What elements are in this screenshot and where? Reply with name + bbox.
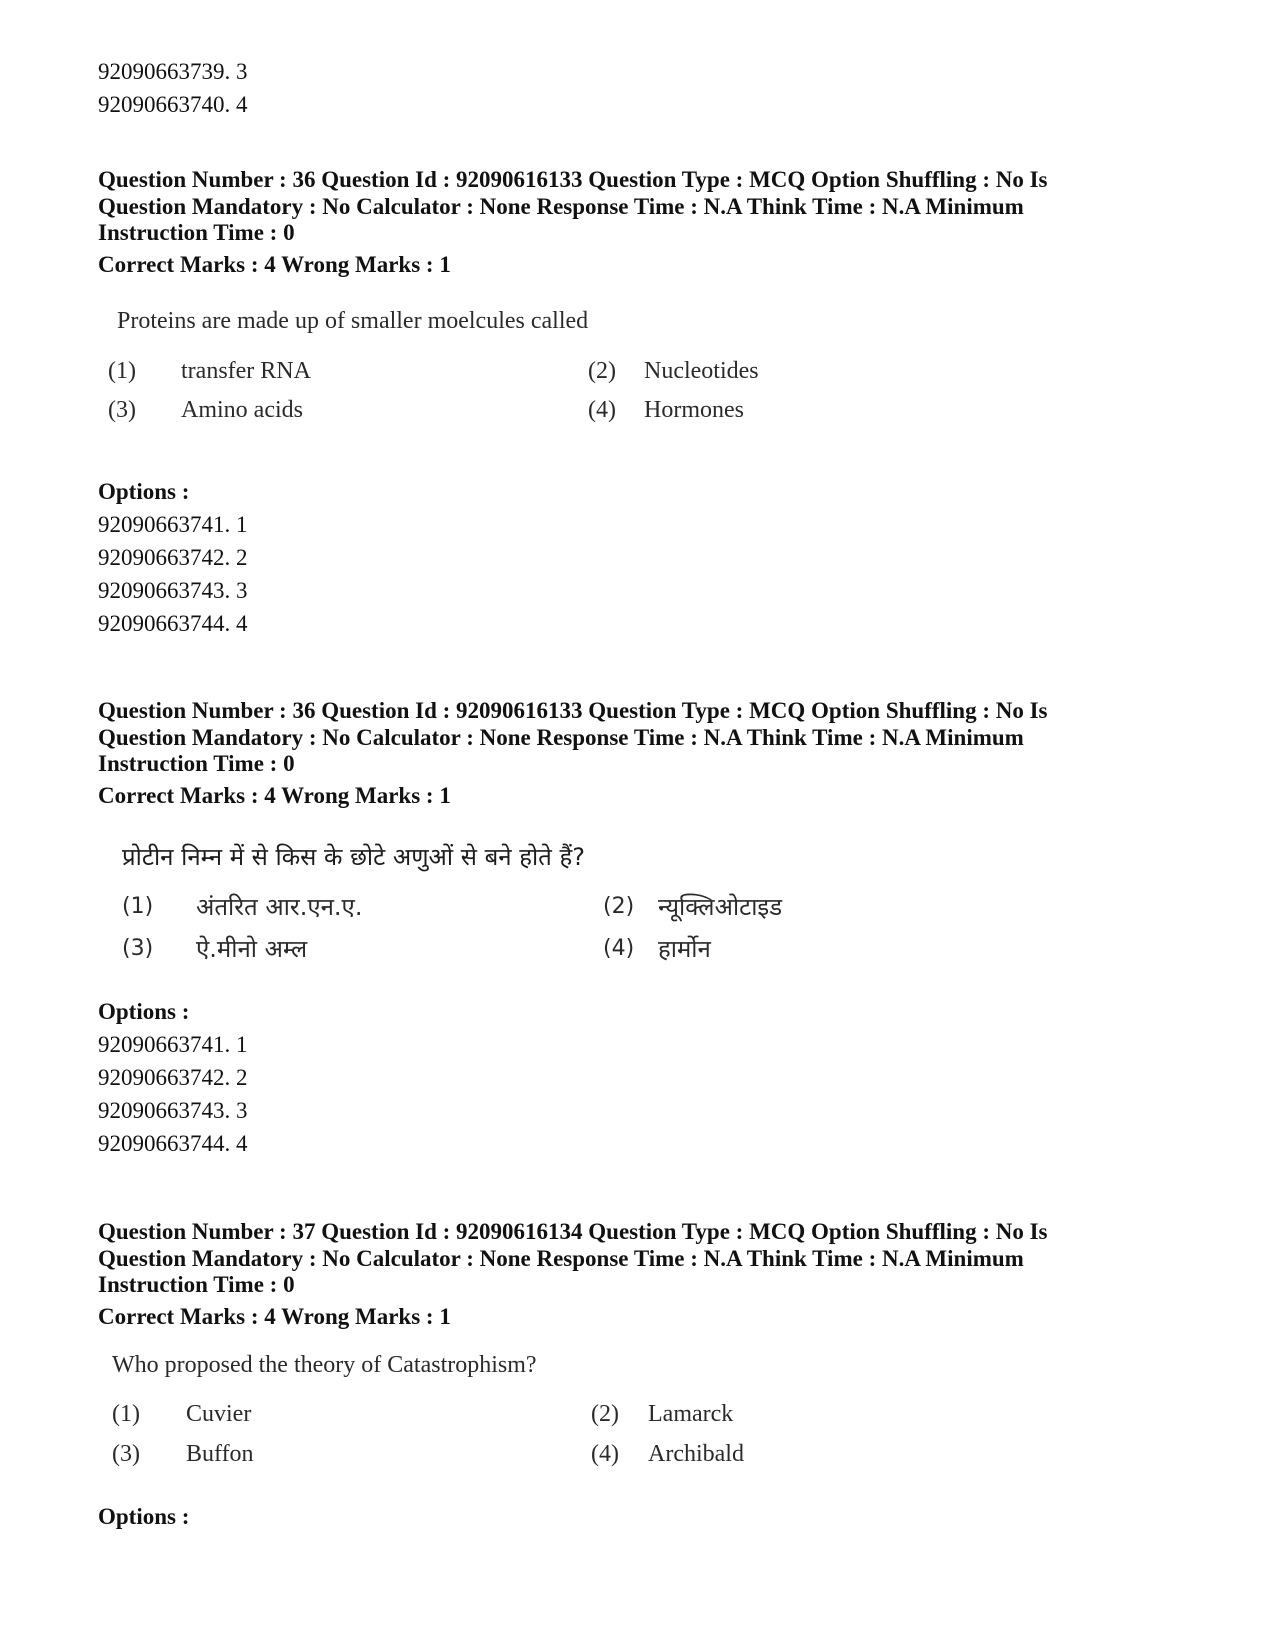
question-header-line: Instruction Time : 0 — [98, 751, 295, 776]
question-text: Who proposed the theory of Catastrophism? — [112, 1352, 537, 1378]
question-header-line: Question Number : 36 Question Id : 92090616133 Question Type : MCQ Option Shuffling : No Is — [98, 167, 1048, 192]
question-header-line: Question Mandatory : No Calculator : None Response Time : N.A Think Time : N.A Minimum — [98, 194, 1024, 219]
question-text: प्रोटीन निम्न में से किस के छोटे अणुओं से बने होते हैं? — [122, 843, 585, 871]
question-header-line: Question Number : 36 Question Id : 92090616133 Question Type : MCQ Option Shuffling : No Is — [98, 698, 1048, 723]
option-line: 92090663741. 1 — [98, 512, 248, 537]
choice-text: न्यूक्लिओटाइड — [658, 893, 783, 921]
choice-number: (1) — [122, 894, 154, 919]
question-text: Proteins are made up of smaller moelcules called — [117, 308, 589, 334]
option-line: 92090663742. 2 — [98, 1065, 248, 1090]
choice-text: Nucleotides — [644, 358, 759, 384]
choice-number: (4) — [588, 397, 616, 423]
choice-number: (1) — [112, 1401, 140, 1427]
choice-number: (3) — [122, 936, 154, 961]
choice-text: ऐ.मीनो अम्ल — [196, 935, 308, 963]
option-line: 92090663744. 4 — [98, 611, 248, 636]
question-header-line: Instruction Time : 0 — [98, 220, 295, 245]
option-line: 92090663742. 2 — [98, 545, 248, 570]
marks-line: Correct Marks : 4 Wrong Marks : 1 — [98, 252, 451, 277]
choice-number: (2) — [591, 1401, 619, 1427]
options-label: Options : — [98, 479, 190, 504]
options-label: Options : — [98, 999, 190, 1024]
option-line: 92090663743. 3 — [98, 578, 248, 603]
question-header-line: Question Mandatory : No Calculator : None Response Time : N.A Think Time : N.A Minimum — [98, 1246, 1024, 1271]
choice-number: (2) — [603, 894, 635, 919]
question-header-line: Question Mandatory : No Calculator : None Response Time : N.A Think Time : N.A Minimum — [98, 725, 1024, 750]
choice-number: (3) — [108, 397, 136, 423]
option-line: 92090663739. 3 — [98, 59, 248, 84]
choice-text: Amino acids — [181, 397, 303, 423]
options-label: Options : — [98, 1504, 190, 1529]
choice-text: Buffon — [186, 1441, 254, 1467]
option-line: 92090663743. 3 — [98, 1098, 248, 1123]
marks-line: Correct Marks : 4 Wrong Marks : 1 — [98, 1304, 451, 1329]
choice-number: (4) — [591, 1441, 619, 1467]
choice-text: Archibald — [648, 1441, 744, 1467]
choice-text: हार्मोन — [658, 935, 711, 963]
choice-text: transfer RNA — [181, 358, 311, 384]
option-line: 92090663740. 4 — [98, 92, 248, 117]
option-line: 92090663744. 4 — [98, 1131, 248, 1156]
question-header-line: Question Number : 37 Question Id : 92090616134 Question Type : MCQ Option Shuffling : No Is — [98, 1219, 1048, 1244]
choice-number: (4) — [603, 936, 635, 961]
marks-line: Correct Marks : 4 Wrong Marks : 1 — [98, 783, 451, 808]
choice-number: (2) — [588, 358, 616, 384]
choice-number: (1) — [108, 358, 136, 384]
option-line: 92090663741. 1 — [98, 1032, 248, 1057]
choice-text: अंतरित आर.एन.ए. — [196, 893, 363, 921]
question-header-line: Instruction Time : 0 — [98, 1272, 295, 1297]
choice-number: (3) — [112, 1441, 140, 1467]
choice-text: Hormones — [644, 397, 744, 423]
choice-text: Cuvier — [186, 1401, 252, 1427]
choice-text: Lamarck — [648, 1401, 734, 1427]
